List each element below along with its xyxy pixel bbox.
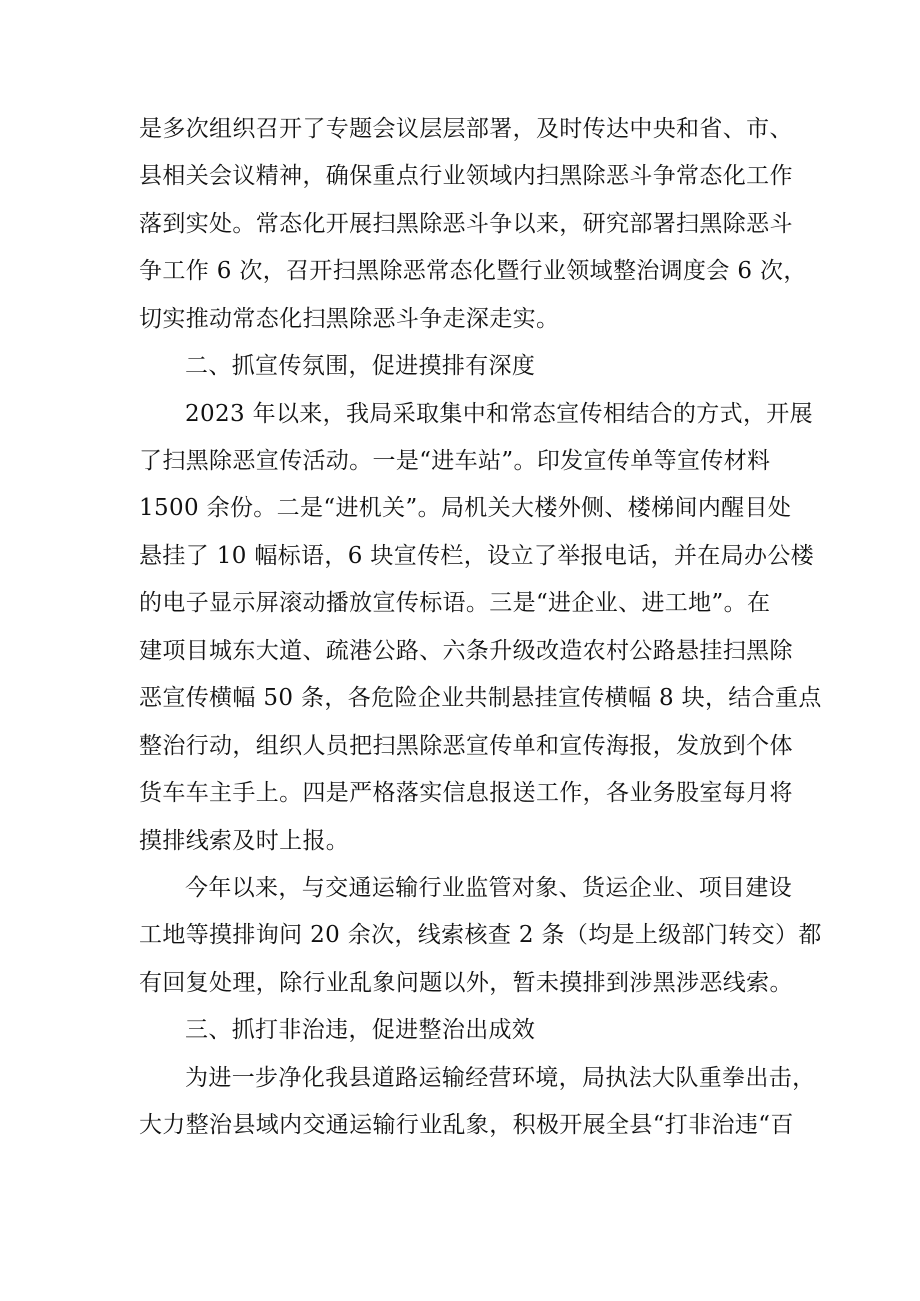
paragraph-line: 落到实处。常态化开展扫黑除恶斗争以来，研究部署扫黑除恶斗	[139, 211, 793, 237]
paragraph-line: 摸排线索及时上报。	[139, 828, 350, 854]
paragraph-line: 切实推动常态化扫黑除恶斗争走深走实。	[139, 306, 560, 332]
paragraph-line: 有回复处理，除行业乱象问题以外，暂未摸排到涉黑涉恶线索。	[139, 970, 793, 996]
paragraph-line: 建项目城东大道、疏港公路、六条升级改造农村公路悬挂扫黑除	[139, 638, 793, 664]
paragraph-line: 恶宣传横幅 50 条，各危险企业共制悬挂宣传横幅 8 块，结合重点	[139, 685, 822, 711]
section-heading: 二、抓宣传氛围，促进摸排有深度	[185, 353, 536, 379]
paragraph-line: 争工作 6 次，召开扫黑除恶常态化暨行业领域整治调度会 6 次，	[139, 258, 807, 284]
paragraph-line: 了扫黑除恶宣传活动。一是“进车站”。印发宣传单等宣传材料	[139, 448, 771, 474]
paragraph-line: 的电子显示屏滚动播放宣传标语。三是“进企业、进工地”。在	[139, 590, 771, 616]
paragraph-line: 货车车主手上。四是严格落实信息报送工作，各业务股室每月将	[139, 780, 793, 806]
paragraph-line: 为进一步净化我县道路运输经营环境，局执法大队重拳出击，	[185, 1065, 816, 1091]
paragraph-line: 大力整治县域内交通运输行业乱象，积极开展全县“打非治违“百	[139, 1112, 794, 1138]
paragraph-line: 悬挂了 10 幅标语，6 块宣传栏，设立了举报电话，并在局办公楼	[139, 543, 815, 569]
paragraph-line: 1500 余份。二是“进机关”。局机关大楼外侧、楼梯间内醒目处	[139, 495, 792, 521]
paragraph-line: 整治行动，组织人员把扫黑除恶宣传单和宣传海报，发放到个体	[139, 733, 793, 759]
paragraph-line: 是多次组织召开了专题会议层层部署，及时传达中央和省、市、	[139, 116, 793, 142]
section-heading: 三、抓打非治违，促进整治出成效	[185, 1017, 536, 1043]
paragraph-line: 2023 年以来，我局采取集中和常态宣传相结合的方式，开展	[185, 401, 813, 427]
paragraph-line: 县相关会议精神，确保重点行业领域内扫黑除恶斗争常态化工作	[139, 163, 793, 189]
paragraph-line: 工地等摸排询问 20 余次，线索核查 2 条（均是上级部门转交）都	[139, 922, 822, 948]
paragraph-line: 今年以来，与交通运输行业监管对象、货运企业、项目建设	[185, 875, 793, 901]
